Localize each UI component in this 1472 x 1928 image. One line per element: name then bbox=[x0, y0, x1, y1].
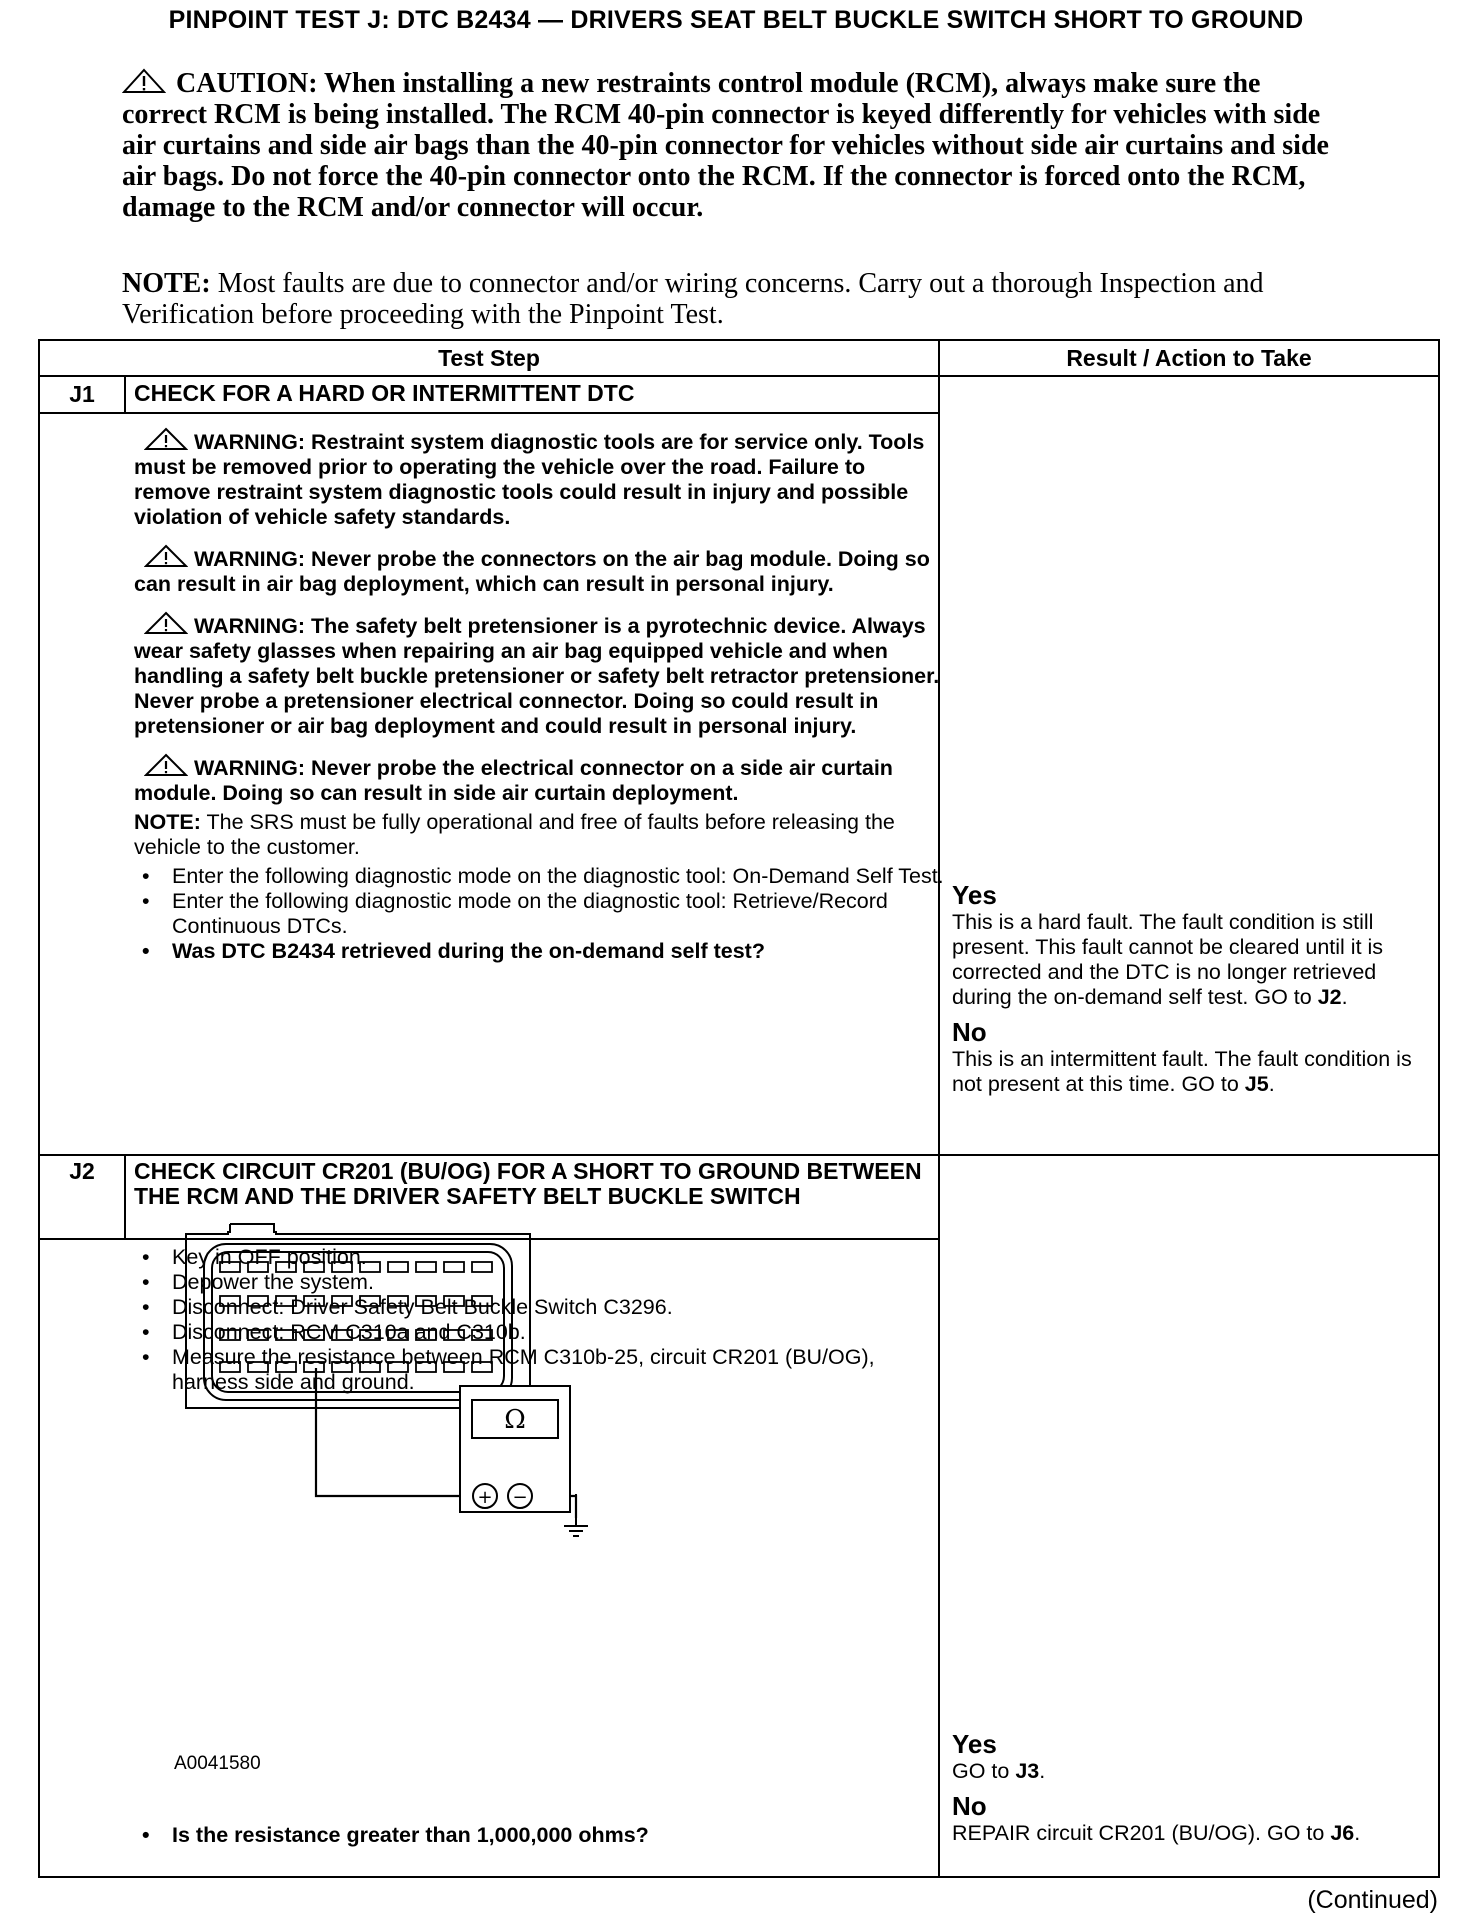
connector-ohmmeter-diagram bbox=[180, 1218, 700, 1518]
list-item: • Disconnect: RCM C310a and C310b. bbox=[134, 1320, 944, 1345]
pin-cavity bbox=[332, 1362, 352, 1372]
plus-terminal: + bbox=[477, 1487, 493, 1508]
result-j1 bbox=[952, 881, 1438, 1105]
pin-cavity bbox=[332, 1262, 352, 1272]
yes-label-j2: Yes bbox=[952, 1729, 997, 1759]
pin-cavity bbox=[220, 1362, 240, 1372]
pin-cavity bbox=[332, 1330, 352, 1340]
pin-cavity bbox=[388, 1330, 408, 1340]
warning-triangle-icon bbox=[144, 611, 188, 635]
pin-cavity bbox=[220, 1330, 240, 1340]
pin-cavity bbox=[388, 1262, 408, 1272]
pin-cavity bbox=[248, 1362, 268, 1372]
pin-cavity bbox=[276, 1262, 296, 1272]
pin-cavity bbox=[360, 1330, 380, 1340]
connector-pins bbox=[220, 1262, 492, 1372]
step-body-j1 bbox=[134, 427, 944, 964]
yes-label-j1: Yes bbox=[952, 880, 997, 910]
pin-cavity bbox=[248, 1330, 268, 1340]
pin-cavity bbox=[416, 1262, 436, 1272]
warning-triangle-icon bbox=[144, 427, 188, 451]
pin-cavity bbox=[276, 1296, 296, 1306]
pin-cavity bbox=[248, 1296, 268, 1306]
continued-label: (Continued) bbox=[1307, 1886, 1438, 1914]
yes-text-j2: GO to J3. bbox=[952, 1759, 1046, 1783]
header-result: Result / Action to Take bbox=[1066, 345, 1312, 371]
step-list-j1 bbox=[134, 864, 944, 964]
no-text-j1: This is an intermittent fault. The fault condition is not present at this time. GO to J5. bbox=[952, 1047, 1412, 1096]
pin-cavity bbox=[416, 1330, 436, 1340]
step-id-j1: J1 bbox=[69, 381, 95, 407]
warning-triangle-icon bbox=[144, 544, 188, 568]
no-label-j2: No bbox=[952, 1791, 987, 1821]
warning-triangle-icon bbox=[144, 753, 188, 777]
pin-cavity bbox=[416, 1362, 436, 1372]
pin-cavity bbox=[472, 1330, 492, 1340]
note-text: Most faults are due to connector and/or wiring concerns. Carry out a thorough Inspection and Verification before proceeding with the Pinpoint Test. bbox=[122, 268, 1264, 330]
list-item: • Disconnect: Driver Safety Belt Buckle Switch C3296. bbox=[134, 1295, 944, 1320]
pin-cavity bbox=[276, 1330, 296, 1340]
list-item: • Measure the resistance between RCM C310b-25, circuit CR201 (BU/OG), harness side and ground. bbox=[134, 1345, 944, 1395]
note-block bbox=[122, 268, 1352, 330]
caution-triangle-icon bbox=[122, 68, 166, 94]
step-title-j2: CHECK CIRCUIT CR201 (BU/OG) FOR A SHORT TO GROUND BETWEEN THE RCM AND THE DRIVER SAFETY BELT BUCKLE SWITCH bbox=[134, 1158, 922, 1209]
pin-cavity bbox=[472, 1362, 492, 1372]
pin-cavity bbox=[220, 1262, 240, 1272]
caution-text: CAUTION: When installing a new restraints control module (RCM), always make sure the correct RCM is being installed. The RCM 40-pin connector is keyed differently for vehicles with side air curtains and side air bags than the 40-pin connector for vehicles without side air curtains and side air bags. Do not force the 40-pin connector onto the RCM. If the connector is forced onto the RCM, damage to the RCM and/or connector will occur. bbox=[122, 68, 1329, 223]
ohmmeter-drawing bbox=[460, 1386, 570, 1512]
list-item: • Key in OFF position. bbox=[134, 1245, 944, 1270]
list-item: • Enter the following diagnostic mode on the diagnostic tool: Retrieve/Record Continuous DTCs. bbox=[134, 889, 944, 939]
pin-cavity bbox=[388, 1296, 408, 1306]
pin-cavity bbox=[220, 1296, 240, 1306]
ground-symbol-lower bbox=[560, 1502, 620, 1542]
header-test-step: Test Step bbox=[438, 345, 540, 371]
rcm-connector-drawing bbox=[186, 1224, 530, 1408]
pin-cavity bbox=[444, 1330, 464, 1340]
list-item: • Enter the following diagnostic mode on the diagnostic tool: On-Demand Self Test. bbox=[134, 864, 944, 889]
pin-cavity bbox=[360, 1262, 380, 1272]
result-j2 bbox=[952, 1730, 1438, 1854]
pin-cavity bbox=[304, 1296, 324, 1306]
step-id-j2: J2 bbox=[69, 1158, 95, 1184]
warning-1: WARNING: Restraint system diagnostic tools are for service only. Tools must be removed prior to operating the vehicle over the road. Failure to remove restraint system diagnostic tools could result in injury and possible violation of vehicle safety standards. bbox=[134, 427, 944, 530]
pin-cavity bbox=[444, 1262, 464, 1272]
step-note-j1: NOTE: The SRS must be fully operational and free of faults before releasing the vehicle to the customer. bbox=[134, 810, 895, 859]
yes-text-j1: This is a hard fault. The fault condition is still present. This fault cannot be cleared until it is corrected and the DTC is no longer retrieved during the on-demand self test. GO to J2. bbox=[952, 910, 1384, 1009]
meter-symbol: Ω bbox=[504, 1405, 526, 1435]
no-label-j1: No bbox=[952, 1017, 987, 1047]
pin-cavity bbox=[444, 1296, 464, 1306]
warning-4: WARNING: Never probe the electrical connector on a side air curtain module. Doing so can result in side air curtain deployment. bbox=[134, 753, 944, 806]
pin-cavity bbox=[444, 1362, 464, 1372]
figure-id: A0041580 bbox=[174, 1753, 261, 1774]
pin-cavity bbox=[304, 1330, 324, 1340]
pin-cavity bbox=[304, 1262, 324, 1272]
minus-terminal: − bbox=[512, 1487, 528, 1508]
pin-cavity bbox=[360, 1362, 380, 1372]
caution-block bbox=[122, 68, 1352, 223]
pin-cavity bbox=[332, 1296, 352, 1306]
warning-2: WARNING: Never probe the connectors on the air bag module. Doing so can result in air bag deployment, which can result in personal injury. bbox=[134, 544, 944, 597]
pin-cavity bbox=[472, 1262, 492, 1272]
question-j2: • Is the resistance greater than 1,000,000 ohms? bbox=[134, 1823, 944, 1848]
pin-cavity bbox=[360, 1296, 380, 1306]
pin-cavity bbox=[304, 1362, 324, 1372]
pin-cavity bbox=[276, 1362, 296, 1372]
note-label: NOTE: bbox=[122, 268, 211, 299]
warning-3: WARNING: The safety belt pretensioner is a pyrotechnic device. Always wear safety glasses when repairing an air bag equipped vehicle and when handling a safety belt buckle pretensioner or safety belt retractor pretensioner. Never probe a pretensioner electrical connector. Doing so could result in pretensioner or air bag deployment and could result in personal injury. bbox=[134, 611, 944, 739]
pin-cavity bbox=[416, 1296, 436, 1306]
pin-cavity bbox=[248, 1262, 268, 1272]
page-title: PINPOINT TEST J: DTC B2434 — DRIVERS SEAT BELT BUCKLE SWITCH SHORT TO GROUND bbox=[168, 6, 1304, 34]
list-item: • Depower the system. bbox=[134, 1270, 944, 1295]
pin-cavity bbox=[388, 1362, 408, 1372]
pinpoint-test-table bbox=[38, 339, 1440, 1878]
no-text-j2: REPAIR circuit CR201 (BU/OG). GO to J6. bbox=[952, 1821, 1361, 1845]
pin-cavity bbox=[472, 1296, 492, 1306]
step-title-j1: CHECK FOR A HARD OR INTERMITTENT DTC bbox=[134, 380, 635, 406]
question-j1: • Was DTC B2434 retrieved during the on-demand self test? bbox=[134, 939, 944, 964]
